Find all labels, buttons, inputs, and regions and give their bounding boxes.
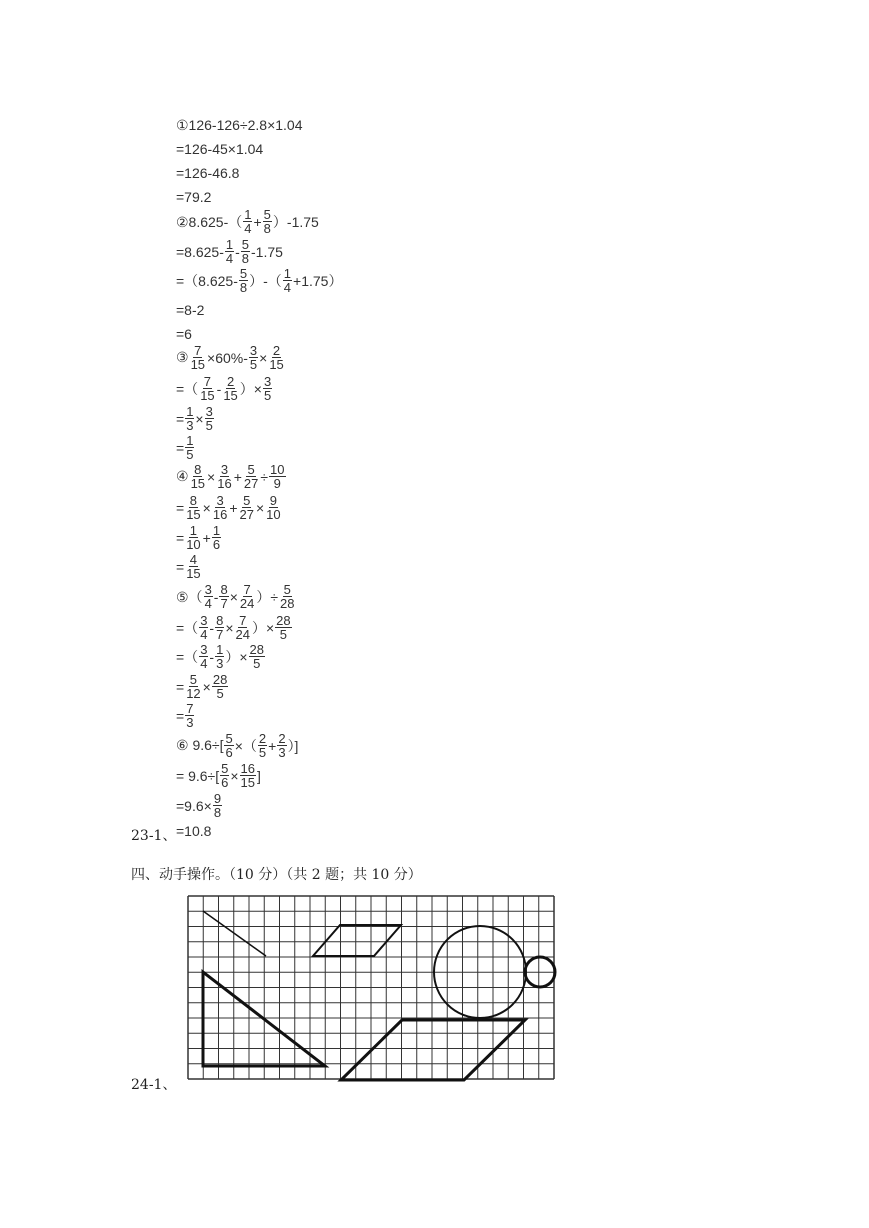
- expr-text: ×: [195, 410, 204, 427]
- expr-text: +: [229, 499, 238, 516]
- denominator: 15: [186, 566, 201, 581]
- numerator: 3: [216, 493, 224, 508]
- denominator: 9: [273, 476, 281, 491]
- numerator: 5: [241, 237, 250, 252]
- expr-text: ）]: [287, 737, 299, 754]
- expr-text: ÷: [260, 468, 269, 485]
- numerator: 3: [200, 642, 208, 657]
- expr-text: =: [176, 678, 185, 695]
- numerator: 3: [220, 462, 229, 477]
- denominator: 10: [266, 507, 281, 522]
- expr-text: =126-45×1.04: [176, 141, 264, 157]
- denominator: 4: [200, 627, 208, 642]
- numerator: 7: [203, 374, 212, 389]
- numerator: 1: [186, 433, 194, 448]
- numerator: 2: [258, 731, 267, 746]
- numerator: 28: [276, 613, 291, 628]
- expr-text: ×: [255, 499, 265, 516]
- numerator: 1: [212, 523, 221, 538]
- expr-text: =: [176, 439, 185, 456]
- expr-text: -: [216, 380, 222, 397]
- numerator: 10: [270, 462, 285, 477]
- numerator: 1: [216, 642, 224, 657]
- numerator: 28: [249, 642, 264, 657]
- denominator: 24: [235, 627, 250, 642]
- expr-text: +: [202, 529, 211, 546]
- expr-text: =: [176, 410, 185, 427]
- numerator: 7: [194, 343, 202, 358]
- expr-text: ②8.625-（: [176, 213, 243, 230]
- denominator: 4: [200, 656, 208, 671]
- denominator: 4: [204, 596, 212, 611]
- denominator: 3: [186, 418, 194, 433]
- denominator: 6: [221, 775, 229, 790]
- numerator: 3: [200, 613, 208, 628]
- diagonal-segment: [203, 911, 266, 956]
- numerator: 7: [186, 701, 194, 716]
- denominator: 5: [249, 357, 258, 372]
- expr-text: ×: [230, 767, 239, 784]
- denominator: 5: [205, 418, 213, 433]
- question-label-23: 23-1、: [131, 828, 177, 844]
- denominator: 7: [220, 596, 228, 611]
- numerator: 1: [225, 237, 234, 252]
- expr-text: -: [235, 243, 240, 260]
- numerator: 8: [189, 493, 198, 508]
- small-parallelogram: [313, 925, 401, 956]
- denominator: 15: [223, 388, 238, 403]
- expr-text: =: [176, 499, 185, 516]
- expr-text: -1.75: [251, 243, 283, 260]
- expr-text: ×60%-: [207, 349, 248, 366]
- numerator: 8: [220, 582, 228, 597]
- denominator: 27: [243, 476, 259, 491]
- denominator: 5: [186, 447, 194, 462]
- expr-text: =126-46.8: [176, 165, 240, 181]
- expr-text: ×: [225, 619, 234, 636]
- numerator: 5: [189, 672, 198, 687]
- denominator: 8: [213, 805, 222, 820]
- denominator: 15: [190, 476, 206, 491]
- expr-text: ]: [257, 767, 261, 784]
- expr-text: +: [268, 737, 277, 754]
- denominator: 15: [269, 357, 284, 372]
- section-heading: 四、动手操作。（10 分）（共 2 题；共 10 分）: [131, 867, 422, 883]
- denominator: 28: [280, 596, 295, 611]
- numerator: 5: [221, 761, 229, 776]
- numerator: 2: [226, 374, 235, 389]
- expr-text: ×: [229, 588, 238, 605]
- expr-text: ）×: [251, 619, 275, 636]
- expr-text: =（: [176, 380, 199, 397]
- denominator: 3: [216, 656, 224, 671]
- denominator: 4: [225, 251, 234, 266]
- expr-text: =（: [176, 619, 199, 636]
- expr-text: =8.625-: [176, 243, 224, 260]
- numerator: 16: [240, 761, 255, 776]
- expr-text: ）÷: [256, 588, 279, 605]
- expr-text: ）-（: [249, 272, 282, 289]
- denominator: 5: [216, 686, 224, 701]
- numerator: 1: [283, 266, 292, 281]
- denominator: 24: [239, 596, 255, 611]
- numerator: 3: [204, 582, 212, 597]
- denominator: 12: [186, 686, 201, 701]
- expr-text: -: [209, 619, 215, 636]
- denominator: 5: [263, 388, 272, 403]
- expr-text: ①126-126÷2.8×1.04: [176, 117, 303, 133]
- numerator: 8: [216, 613, 224, 628]
- denominator: 15: [186, 507, 201, 522]
- numerator: 1: [186, 404, 194, 419]
- numerator: 5: [243, 493, 251, 508]
- denominator: 8: [263, 221, 271, 236]
- expr-text: ×: [259, 349, 268, 366]
- denominator: 16: [212, 507, 228, 522]
- expr-text: = 9.6÷[: [176, 767, 220, 784]
- numerator: 8: [194, 462, 202, 477]
- expr-text: +: [233, 468, 242, 485]
- numerator: 5: [239, 266, 248, 281]
- denominator: 3: [186, 715, 194, 730]
- expr-text: =6: [176, 326, 192, 342]
- expr-text: =10.8: [176, 823, 212, 839]
- shapes: [203, 911, 555, 1080]
- expr-text: =: [176, 558, 185, 575]
- denominator: 5: [258, 745, 267, 760]
- denominator: 4: [244, 221, 252, 236]
- numerator: 9: [213, 791, 222, 806]
- numerator: 2: [278, 731, 286, 746]
- numerator: 9: [269, 493, 277, 508]
- expr-text: =（: [176, 648, 199, 665]
- expr-text: ⑥ 9.6÷[: [176, 737, 224, 753]
- numerator: 5: [263, 207, 271, 222]
- denominator: 5: [279, 627, 288, 642]
- expr-text: =9.6×: [176, 797, 212, 814]
- large-parallelogram: [341, 1020, 525, 1080]
- expr-text: ⑤（: [176, 588, 203, 605]
- numerator: 2: [272, 343, 281, 358]
- expr-text: +: [253, 213, 262, 230]
- denominator: 6: [212, 537, 221, 552]
- expr-text: =: [176, 707, 185, 724]
- denominator: 15: [190, 357, 206, 372]
- denominator: 10: [186, 537, 201, 552]
- expr-text: ×: [202, 678, 211, 695]
- denominator: 8: [239, 280, 248, 295]
- expr-text: -: [213, 588, 219, 605]
- question-label-24: 24-1、: [131, 1077, 177, 1093]
- numerator: 7: [239, 613, 247, 628]
- expr-text: ）×: [239, 380, 262, 397]
- denominator: 6: [225, 745, 233, 760]
- expr-text: ③: [176, 349, 189, 365]
- denominator: 3: [278, 745, 286, 760]
- numerator: 1: [189, 523, 198, 538]
- numerator: 3: [205, 404, 213, 419]
- expr-text: ）×: [225, 648, 248, 665]
- denominator: 5: [253, 656, 261, 671]
- denominator: 27: [239, 507, 254, 522]
- numerator: 3: [249, 343, 258, 358]
- denominator: 15: [240, 775, 255, 790]
- denominator: 15: [200, 388, 215, 403]
- numerator: 28: [212, 672, 228, 687]
- expr-text: -: [209, 648, 215, 665]
- expr-text: ④: [176, 468, 189, 484]
- expr-text: ）-1.75: [272, 213, 319, 230]
- numerator: 1: [244, 207, 252, 222]
- expr-text: ×: [207, 468, 216, 485]
- expr-text: =（8.625-: [176, 272, 238, 289]
- expr-text: ×（: [234, 737, 257, 754]
- expr-text: =8-2: [176, 302, 205, 318]
- numerator: 3: [263, 374, 272, 389]
- denominator: 7: [216, 627, 224, 642]
- numerator: 7: [243, 582, 251, 597]
- denominator: 16: [217, 476, 232, 491]
- expr-text: +1.75）: [293, 272, 343, 289]
- numerator: 5: [247, 462, 255, 477]
- numerator: 4: [189, 552, 198, 567]
- numerator: 5: [225, 731, 233, 746]
- denominator: 8: [241, 251, 250, 266]
- numerator: 5: [283, 582, 291, 597]
- expr-text: ×: [202, 499, 211, 516]
- denominator: 4: [283, 280, 292, 295]
- expr-text: =79.2: [176, 189, 212, 205]
- expr-text: =: [176, 529, 185, 546]
